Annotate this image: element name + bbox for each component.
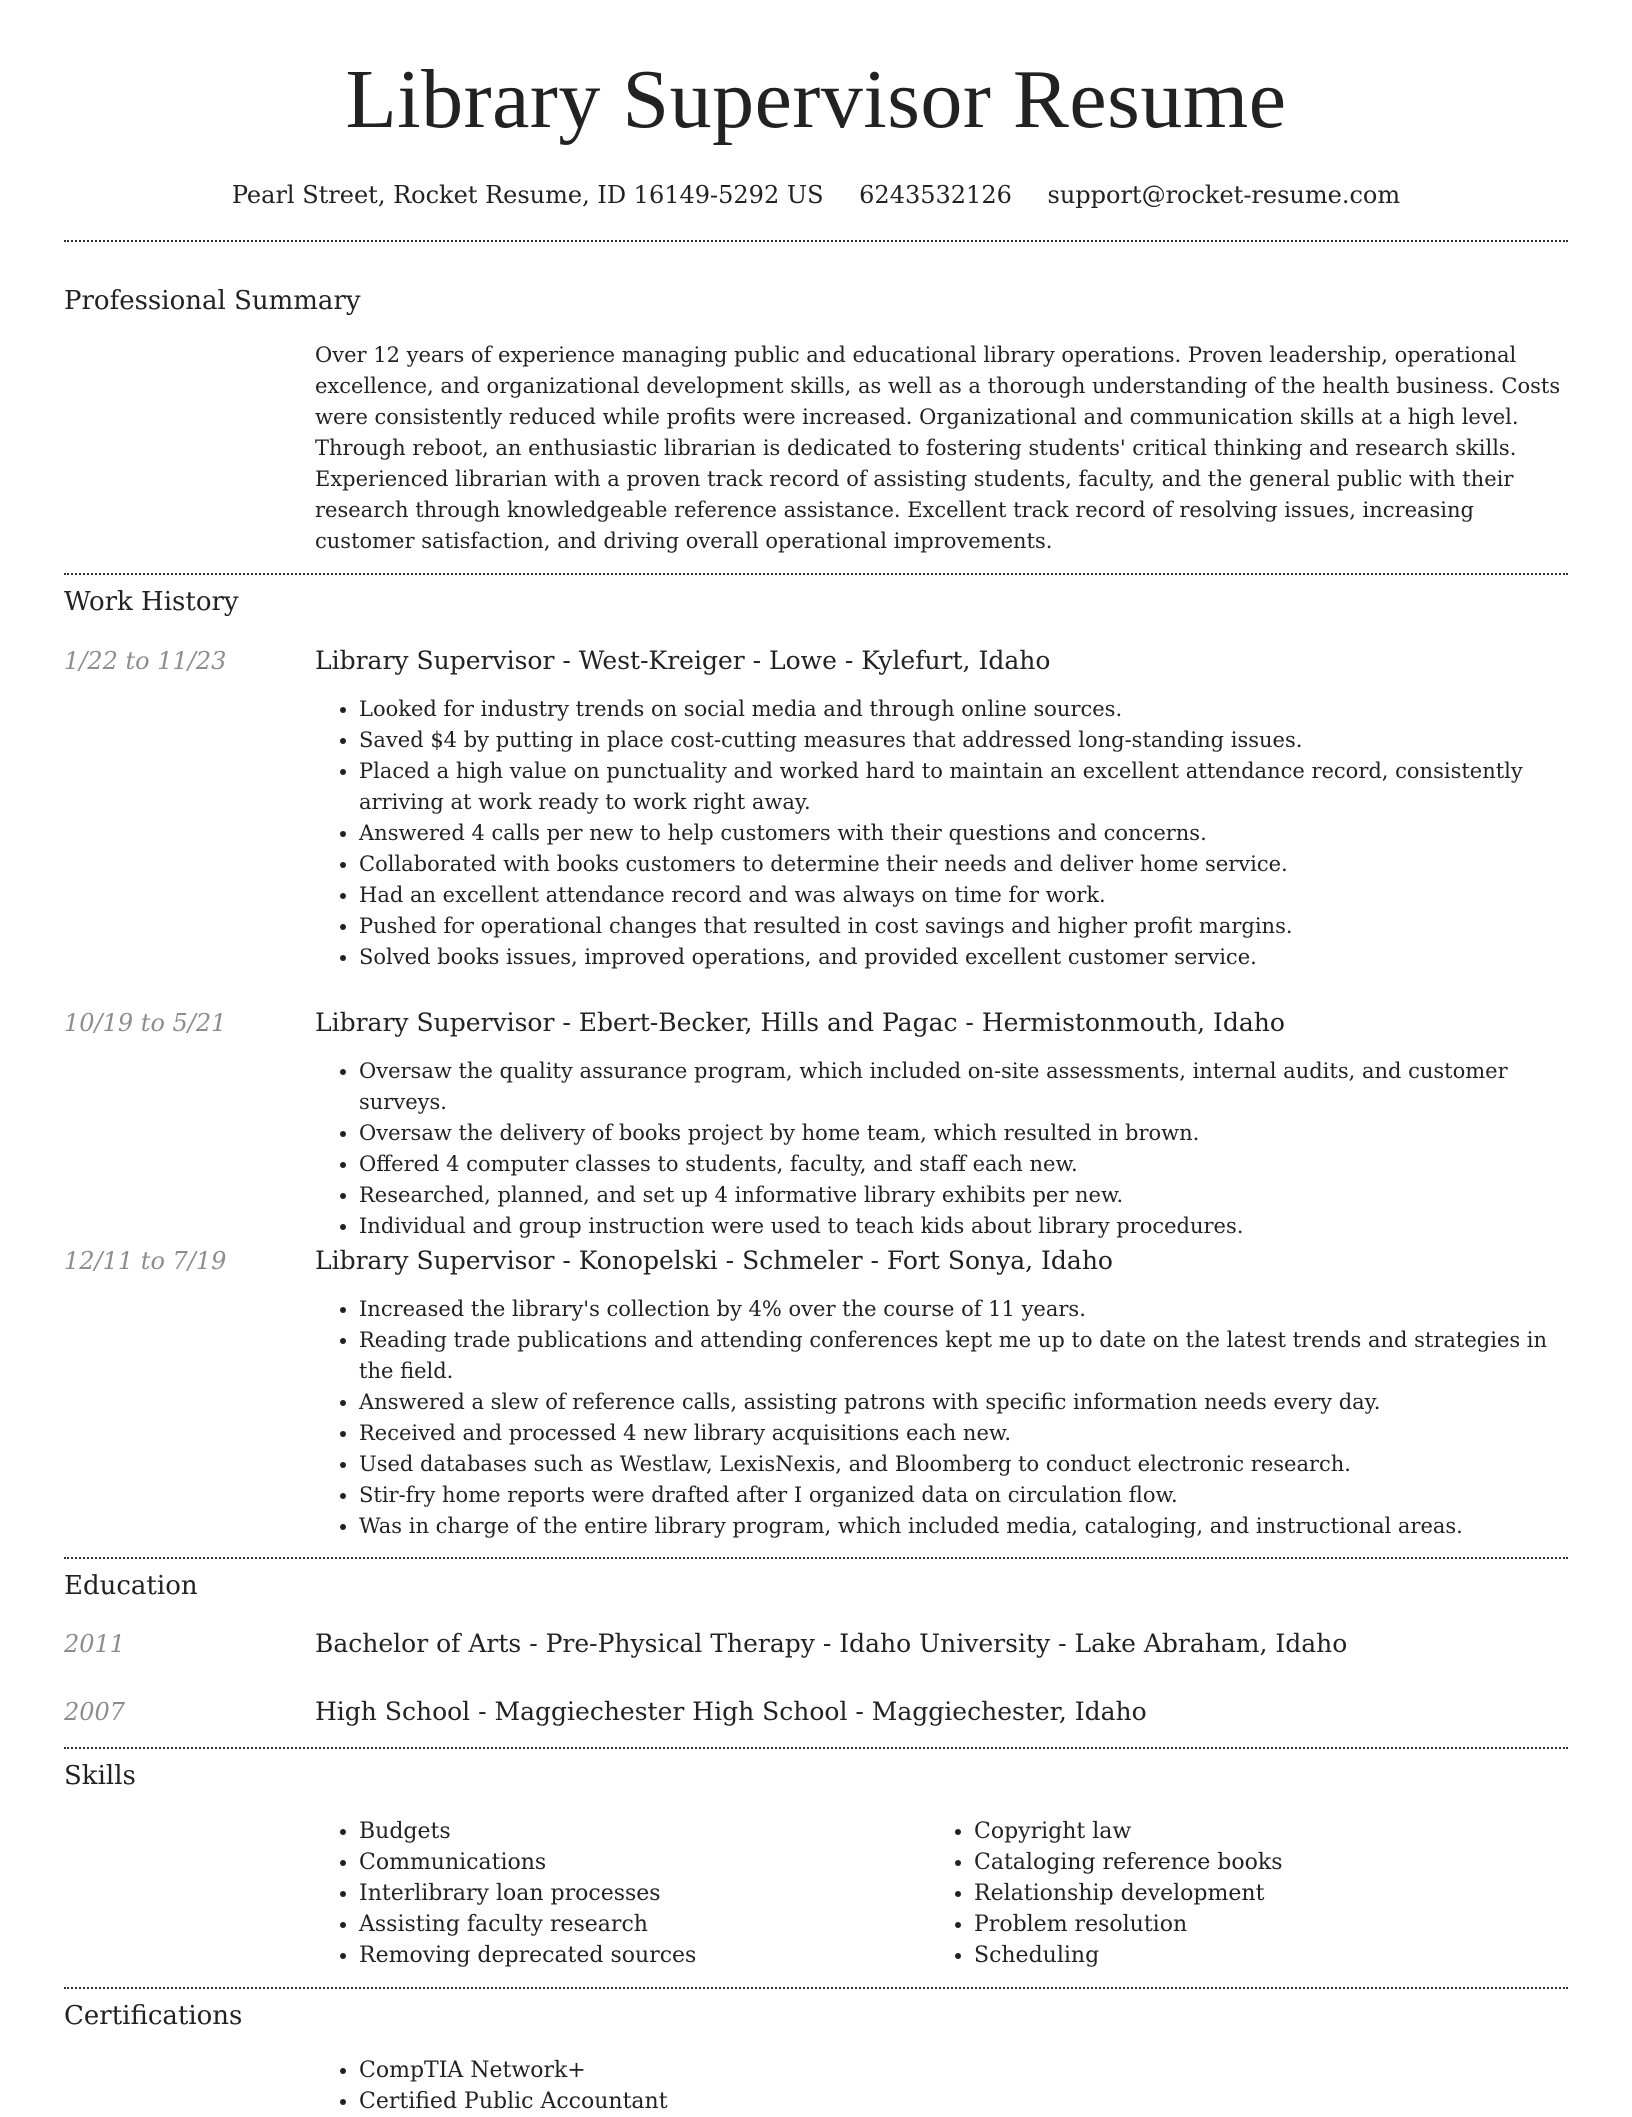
certification-item: • Certified Public Accountant [359, 2086, 915, 2117]
skill-item: • Cataloging reference books [974, 1847, 1530, 1878]
job-bullet: • Offered 4 computer classes to students, faculty, and staff each new. [359, 1149, 1565, 1180]
contact-address: Pearl Street, Rocket Resume, ID 16149-5292 US [231, 181, 824, 209]
job-bullet: • Answered 4 calls per new to help customers with their questions and concerns. [359, 818, 1565, 849]
skill-item: • Removing deprecated sources [359, 1940, 915, 1971]
resume-header [0, 0, 1632, 210]
job-bullet: • Saved $4 by putting in place cost-cutting measures that addressed long-standing issues. [359, 725, 1565, 756]
work-heading: Work History [64, 587, 239, 617]
job-dates: 12/11 to 7/19 [64, 1247, 227, 1275]
summary-heading: Professional Summary [64, 286, 361, 316]
page-title: Library Supervisor Resume [345, 53, 1287, 146]
job-bullet: • Stir-fry home reports were drafted after I organized data on circulation flow. [359, 1480, 1565, 1511]
job-title: Library Supervisor - West-Kreiger - Lowe - Kylefurt, Idaho [315, 646, 1051, 675]
summary-text: Over 12 years of experience managing public and educational library operations. Proven leadership, operational excellence, and organizational development skills, as well as a thorough understanding of the health business. Costs were consistently reduced while profits were increased. Organizational and communication skills at a high level. Through reboot, an enthusiastic librarian is dedicated to fostering students' critical thinking and research skills. Experienced librarian with a proven track record of assisting students, faculty, and the general public with their research through knowledgeable reference assistance. Excellent track record of resolving issues, increasing customer satisfaction, and driving overall operational improvements. [315, 343, 1561, 553]
job-bullets [315, 694, 1565, 973]
contact-phone: 6243532126 [859, 181, 1012, 209]
divider [64, 240, 1568, 242]
skill-item: • Copyright law [974, 1816, 1530, 1847]
job-bullet: • Increased the library's collection by 4% over the course of 11 years. [359, 1294, 1565, 1325]
job-title: Library Supervisor - Konopelski - Schmeler - Fort Sonya, Idaho [315, 1246, 1113, 1275]
divider [64, 1557, 1568, 1559]
job-bullet: • Placed a high value on punctuality and worked hard to maintain an excellent attendance record, consistently arriving at work ready to work right away. [359, 756, 1565, 818]
education-year: 2011 [64, 1630, 126, 1658]
job-bullet: • Solved books issues, improved operations, and provided excellent customer service. [359, 942, 1565, 973]
education-entry: Bachelor of Arts - Pre-Physical Therapy - Idaho University - Lake Abraham, Idaho [315, 1629, 1348, 1658]
skill-item: • Relationship development [974, 1878, 1530, 1909]
job-bullets [315, 1294, 1565, 1542]
job-bullet: • Used databases such as Westlaw, LexisNexis, and Bloomberg to conduct electronic research. [359, 1449, 1565, 1480]
contact-line [0, 180, 1632, 210]
contact-email: support@rocket-resume.com [1047, 181, 1401, 209]
divider [64, 1987, 1568, 1989]
certification-item: • CompTIA Network+ [359, 2055, 915, 2086]
job-bullet: • Oversaw the delivery of books project by home team, which resulted in brown. [359, 1118, 1565, 1149]
skill-item: • Assisting faculty research [359, 1909, 915, 1940]
job-bullet: • Received and processed 4 new library acquisitions each new. [359, 1418, 1565, 1449]
divider [64, 1747, 1568, 1749]
job-bullet: • Collaborated with books customers to determine their needs and deliver home service. [359, 849, 1565, 880]
certifications-list [315, 2055, 915, 2117]
job-bullet: • Pushed for operational changes that resulted in cost savings and higher profit margins. [359, 911, 1565, 942]
skill-item: • Communications [359, 1847, 915, 1878]
divider [64, 573, 1568, 575]
job-bullet: • Answered a slew of reference calls, assisting patrons with specific information needs every day. [359, 1387, 1565, 1418]
job-title: Library Supervisor - Ebert-Becker, Hills and Pagac - Hermistonmouth, Idaho [315, 1008, 1285, 1037]
job-bullet: • Researched, planned, and set up 4 informative library exhibits per new. [359, 1180, 1565, 1211]
skills-list-left [315, 1816, 915, 1971]
skill-item: • Problem resolution [974, 1909, 1530, 1940]
job-bullets [315, 1056, 1565, 1242]
education-heading: Education [64, 1571, 198, 1601]
skill-item: • Budgets [359, 1816, 915, 1847]
job-bullet: • Looked for industry trends on social media and through online sources. [359, 694, 1565, 725]
skill-item: • Interlibrary loan processes [359, 1878, 915, 1909]
job-bullet: • Had an excellent attendance record and was always on time for work. [359, 880, 1565, 911]
certifications-heading: Certifications [64, 2001, 243, 2031]
job-bullet: • Was in charge of the entire library program, which included media, cataloging, and instructional areas. [359, 1511, 1565, 1542]
job-bullet: • Reading trade publications and attending conferences kept me up to date on the latest trends and strategies in the field. [359, 1325, 1565, 1387]
skills-list-right [930, 1816, 1530, 1971]
job-bullet: • Individual and group instruction were used to teach kids about library procedures. [359, 1211, 1565, 1242]
education-entry: High School - Maggiechester High School - Maggiechester, Idaho [315, 1697, 1147, 1726]
job-dates: 1/22 to 11/23 [64, 647, 227, 675]
job-bullet: • Oversaw the quality assurance program, which included on-site assessments, internal audits, and customer surveys. [359, 1056, 1565, 1118]
education-year: 2007 [64, 1698, 126, 1726]
skill-item: • Scheduling [974, 1940, 1530, 1971]
skills-heading: Skills [64, 1761, 136, 1791]
job-dates: 10/19 to 5/21 [64, 1009, 227, 1037]
